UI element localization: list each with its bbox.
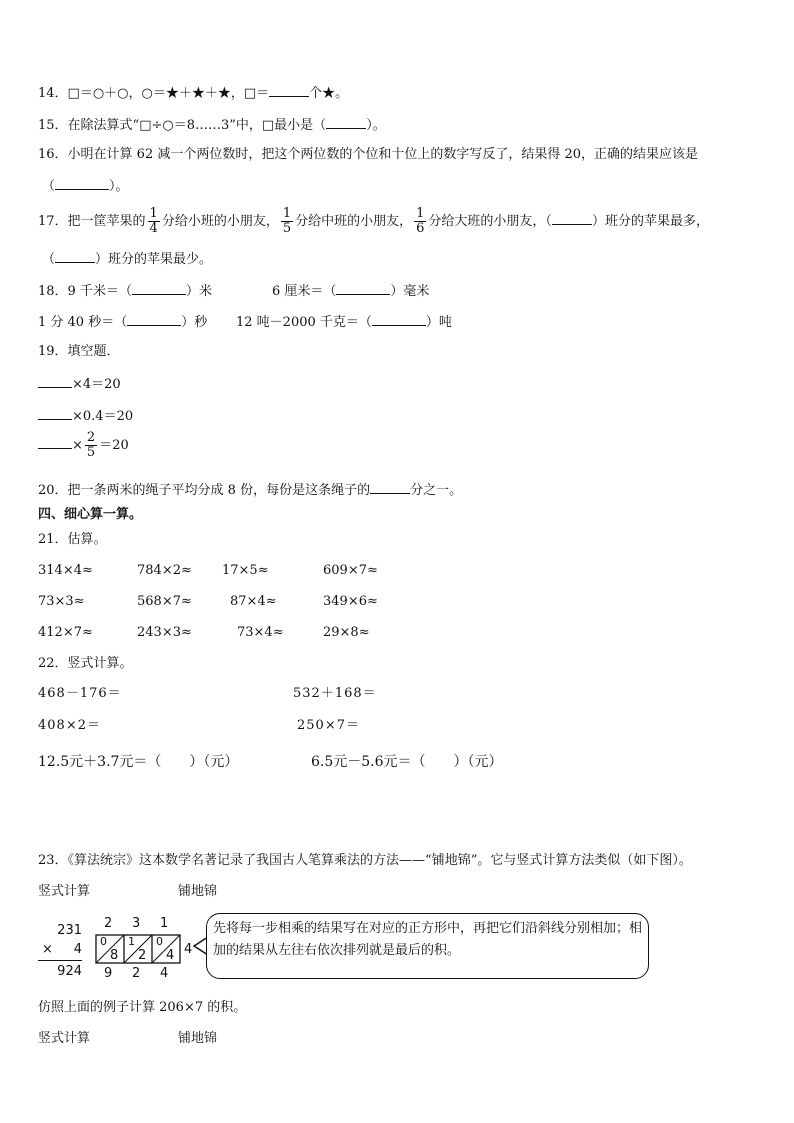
lattice-cell: 4 [166,948,175,963]
frac-numerator: 1 [282,206,292,221]
q19-blank-2[interactable] [38,407,72,420]
q15-blank[interactable] [326,116,366,129]
q19-equals: ＝20 [99,438,129,453]
q23-line1: 23．《算法统宗》这本数学名著记录了我国古人笔算乘法的方法——“铺地锦”。它与竖式计算方法类似（如下图）。 [38,853,692,868]
frac-denominator: 6 [416,221,425,236]
q17-open: （ [42,252,56,267]
frac-denominator: 4 [149,221,158,236]
q20-line [38,481,462,499]
lattice-diagram [90,915,200,985]
q19-blank-3[interactable] [38,436,72,449]
q23-label-pudijin-2: 铺地锦 [178,1031,218,1046]
q18-a-blank[interactable] [132,282,186,295]
q18-b-unit: ）毫米 [390,284,430,299]
q19-blank-1[interactable] [38,375,72,388]
q18-d-blank[interactable] [372,313,426,326]
q18-b-blank[interactable] [336,282,390,295]
section-heading: 四、细心算一算。 [38,507,143,522]
q19-title: 19．填空题． [38,344,120,359]
q18-a-unit: ）米 [185,284,212,299]
q21-item: 314×4≈ [38,563,93,578]
lattice-top-3: 1 [160,916,169,931]
q21-item: 412×7≈ [38,625,93,640]
q17-blank-1[interactable] [552,212,592,225]
lattice-cell: 0 [100,935,107,948]
q21-item: 784×2≈ [137,563,192,578]
q22-expr-2: 532＋168＝ [293,686,377,701]
q21-item: 87×4≈ [230,594,277,609]
q18-part-a [38,282,212,300]
q21-item: 349×6≈ [323,594,378,609]
q22-expr-4: 250×7＝ [297,718,360,733]
q18-part-b [272,282,429,300]
lattice-cell: 2 [138,948,147,963]
q15-suffix: ）。 [366,118,386,133]
frac-numerator: 1 [149,206,158,221]
q19-expr-1: ×4＝20 [72,377,121,392]
q20-text: 20．把一条两米的绳子平均分成 8 份，每份是这条绳子的 [38,483,371,498]
lattice-top-1: 2 [104,916,113,931]
q18-d-unit: ）吨 [425,315,452,330]
q17-text-5: ）班分的苹果最多， [591,214,709,229]
q18-c-text: 1 分 40 秒＝（ [38,315,128,330]
q22-expr-1: 468－176＝ [38,686,122,701]
frac-numerator: 2 [86,430,96,445]
q17-text-3: 分给中班的小朋友， [295,214,413,229]
lattice-bottom-3: 4 [160,966,169,981]
vert-mul-sign: × [42,942,53,957]
q17-line1 [38,207,709,237]
lattice-bottom-1: 9 [104,966,113,981]
frac-denominator: 5 [86,445,96,460]
lattice-top-2: 3 [132,916,141,931]
q14-number: 14． [38,86,68,101]
q22-expr-6: 6.5元－5.6元＝（ ）（元） [311,754,503,770]
q17-fraction-2 [281,207,293,236]
q17-fraction-3 [414,207,426,236]
lattice-right: 4 [184,942,193,957]
explanation-bubble: 先将每一步相乘的结果写在对应的正方形中，再把它们沿斜线分别相加；相加的结果从左往右依次排列就是最后的积。 [206,913,649,979]
q14-suffix: 个★。 [309,86,349,101]
q21-item: 243×3≈ [137,625,192,640]
vert-result: 924 [57,964,82,979]
q15-line [38,116,386,134]
q19-expr-2: ×0.4＝20 [72,409,134,424]
q21-item: 17×5≈ [222,563,269,578]
q15-number: 15． [38,118,68,133]
q18-part-d [236,313,452,331]
q21-item: 73×3≈ [38,594,85,609]
q23-label-vertical: 竖式计算 [38,884,91,899]
q15-text: 在除法算式“□÷○＝8……3”中，□最小是（ [67,118,327,133]
q16-close: ）。 [109,179,129,194]
vert-factor: 4 [73,942,82,957]
q21-item: 568×7≈ [137,594,192,609]
lattice-bottom-2: 2 [132,966,141,981]
q14-text: □＝○＋○，○＝★＋★＋★，□＝ [67,86,270,101]
q20-blank[interactable] [370,481,410,494]
frac-numerator: 1 [416,206,425,221]
q22-expr-5: 12.5元＋3.7元＝（ ）（元） [38,754,239,770]
q19-row-1 [38,375,121,393]
q17-text-1: 17．把一筐苹果的 [38,214,146,229]
q18-a-text: 18．9 千米＝（ [38,284,132,299]
q17-text-4: 分给大班的小朋友，（ [428,214,552,229]
q23-follow-up: 仿照上面的例子计算 206×7 的积。 [38,1000,247,1015]
q22-expr-3: 408×2＝ [38,718,101,733]
q16-open: （ [42,179,56,194]
q18-c-unit: ）秒 [181,315,208,330]
q21-item: 73×4≈ [237,625,284,640]
vert-rule [38,960,82,961]
lattice-cell: 0 [156,935,163,948]
q22-title: 22．竖式计算。 [38,656,133,671]
vert-top: 231 [57,923,82,938]
q19-row-3 [38,431,129,461]
q18-part-c [38,313,207,331]
q19-row-2 [38,407,133,425]
q18-d-text: 12 吨－2000 千克＝（ [236,315,372,330]
q14-line [38,84,348,102]
vertical-multiplication [38,923,82,983]
q19-times: × [72,438,83,453]
q17-close: ）班分的苹果最少。 [95,252,213,267]
q21-item: 609×7≈ [323,563,378,578]
lattice-cell: 1 [128,935,135,948]
q17-fraction-1 [148,207,160,236]
q18-b-text: 6 厘米＝（ [272,284,337,299]
q19-fraction [85,431,97,460]
q16-line2 [42,177,129,195]
q23-label-vertical-2: 竖式计算 [38,1031,91,1046]
q18-c-blank[interactable] [127,313,181,326]
frac-denominator: 5 [282,221,292,236]
lattice-cell: 8 [110,948,119,963]
q17-blank-2[interactable] [55,250,95,263]
q23-label-pudijin: 铺地锦 [178,884,218,899]
q14-blank[interactable] [269,84,309,97]
q16-line1: 16．小明在计算 62 减一个两位数时，把这个两位数的个位和十位上的数字写反了，结果得 20，正确的结果应该是 [38,147,699,162]
q16-blank[interactable] [55,177,109,190]
q21-title: 21．估算。 [38,532,107,547]
q20-suffix: 分之一。 [410,483,463,498]
q17-text-2: 分给小班的小朋友， [161,214,279,229]
q21-item: 29×8≈ [323,625,370,640]
q17-line2 [42,250,212,268]
